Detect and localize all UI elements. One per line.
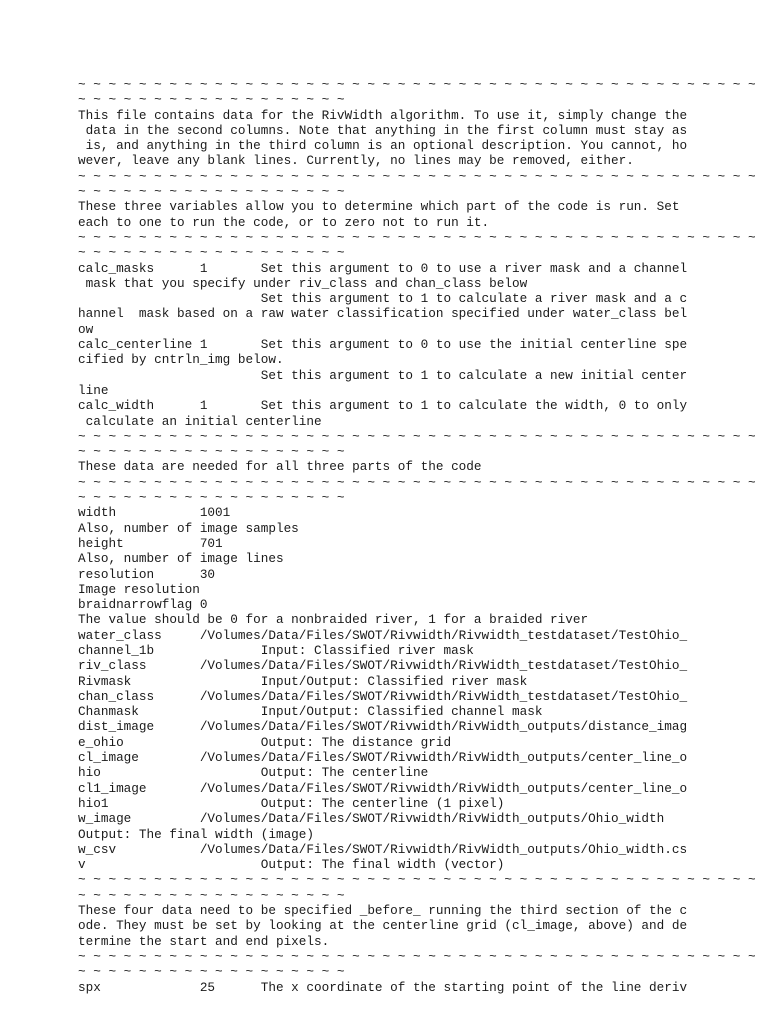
separator-line: ~ ~ ~ ~ ~ ~ ~ ~ ~ ~ ~ ~ ~ ~ ~ ~ ~ ~ [78,887,345,903]
text-line: ode. They must be set by looking at the centerline grid (cl_image, above) and de [78,918,688,934]
text-line: height 701 [78,535,223,551]
separator-line: ~ ~ ~ ~ ~ ~ ~ ~ ~ ~ ~ ~ ~ ~ ~ ~ ~ ~ [78,490,345,506]
text-line: Image resolution [78,581,200,597]
text-line: data in the second columns. Note that anything in the first column must stay as [78,122,688,138]
text-line: Rivmask Input/Output: Classified river mask [78,673,528,689]
text-line: Also, number of image samples [78,520,299,536]
text-line: cified by cntrln_img below. [78,352,284,368]
text-line: riv_class /Volumes/Data/Files/SWOT/Rivwidth/RivWidth_testdataset/TestOhio_ [78,658,688,674]
text-line: w_image /Volumes/Data/Files/SWOT/Rivwidth/RivWidth_outputs/Ohio_width [78,811,665,827]
text-line: These four data need to be specified _before_ running the third section of the c [78,903,688,919]
text-line: calc_centerline 1 Set this argument to 0 to use the initial centerline spe [78,337,688,353]
text-line: cl1_image /Volumes/Data/Files/SWOT/Rivwidth/RivWidth_outputs/center_line_o [78,780,688,796]
text-line: resolution 30 [78,566,216,582]
text-line: calculate an initial centerline [78,413,322,429]
separator-line: ~ ~ ~ ~ ~ ~ ~ ~ ~ ~ ~ ~ ~ ~ ~ ~ ~ ~ ~ ~ ~ ~ ~ ~ ~ ~ ~ ~ ~ ~ ~ ~ ~ ~ ~ ~ ~ ~ ~ ~ ~ ~ ~ ~ ~ [78,428,756,444]
text-line: This file contains data for the RivWidth algorithm. To use it, simply change the [78,107,688,123]
text-line: water_class /Volumes/Data/Files/SWOT/Rivwidth/Rivwidth_testdataset/TestOhio_ [78,627,688,643]
separator-line: ~ ~ ~ ~ ~ ~ ~ ~ ~ ~ ~ ~ ~ ~ ~ ~ ~ ~ ~ ~ ~ ~ ~ ~ ~ ~ ~ ~ ~ ~ ~ ~ ~ ~ ~ ~ ~ ~ ~ ~ ~ ~ ~ ~ ~ [78,474,756,490]
text-line: calc_width 1 Set this argument to 1 to calculate the width, 0 to only [78,398,688,414]
text-line: hio Output: The centerline [78,765,429,781]
text-line: wever, leave any blank lines. Currently, no lines may be removed, either. [78,153,634,169]
separator-line: ~ ~ ~ ~ ~ ~ ~ ~ ~ ~ ~ ~ ~ ~ ~ ~ ~ ~ [78,245,345,261]
document-body [78,77,758,995]
text-line: line [78,382,109,398]
separator-line: ~ ~ ~ ~ ~ ~ ~ ~ ~ ~ ~ ~ ~ ~ ~ ~ ~ ~ ~ ~ ~ ~ ~ ~ ~ ~ ~ ~ ~ ~ ~ ~ ~ ~ ~ ~ ~ ~ ~ ~ ~ ~ ~ ~ ~ [78,872,756,888]
text-line: termine the start and end pixels. [78,933,330,949]
text-line: Chanmask Input/Output: Classified channel mask [78,704,543,720]
text-line: hio1 Output: The centerline (1 pixel) [78,795,505,811]
separator-line: ~ ~ ~ ~ ~ ~ ~ ~ ~ ~ ~ ~ ~ ~ ~ ~ ~ ~ [78,444,345,460]
text-line: chan_class /Volumes/Data/Files/SWOT/Rivwidth/RivWidth_testdataset/TestOhio_ [78,688,688,704]
text-line: hannel mask based on a raw water classification specified under water_class bel [78,306,688,322]
separator-line: ~ ~ ~ ~ ~ ~ ~ ~ ~ ~ ~ ~ ~ ~ ~ ~ ~ ~ ~ ~ ~ ~ ~ ~ ~ ~ ~ ~ ~ ~ ~ ~ ~ ~ ~ ~ ~ ~ ~ ~ ~ ~ ~ ~ ~ [78,168,756,184]
text-line: These three variables allow you to determine which part of the code is run. Set [78,199,680,215]
separator-line: ~ ~ ~ ~ ~ ~ ~ ~ ~ ~ ~ ~ ~ ~ ~ ~ ~ ~ [78,92,345,108]
text-line: width 1001 [78,505,231,521]
text-line: v Output: The final width (vector) [78,857,505,873]
text-line: w_csv /Volumes/Data/Files/SWOT/Rivwidth/RivWidth_outputs/Ohio_width.cs [78,841,688,857]
separator-line: ~ ~ ~ ~ ~ ~ ~ ~ ~ ~ ~ ~ ~ ~ ~ ~ ~ ~ ~ ~ ~ ~ ~ ~ ~ ~ ~ ~ ~ ~ ~ ~ ~ ~ ~ ~ ~ ~ ~ ~ ~ ~ ~ ~ ~ [78,77,756,92]
text-line: each to one to run the code, or to zero not to run it. [78,214,490,230]
text-line: The value should be 0 for a nonbraided river, 1 for a braided river [78,612,589,628]
text-line: spx 25 The x coordinate of the starting point of the line deriv [78,979,688,995]
text-line: braidnarrowflag 0 [78,597,208,613]
text-line: e_ohio Output: The distance grid [78,734,452,750]
text-line: Output: The final width (image) [78,826,315,842]
text-line: is, and anything in the third column is an optional description. You cannot, ho [78,138,688,154]
text-line: dist_image /Volumes/Data/Files/SWOT/Rivwidth/RivWidth_outputs/distance_imag [78,719,688,735]
text-line: channel_1b Input: Classified river mask [78,642,474,658]
text-line: cl_image /Volumes/Data/Files/SWOT/Rivwidth/RivWidth_outputs/center_line_o [78,750,688,766]
text-line: mask that you specify under riv_class and chan_class below [78,275,528,291]
separator-line: ~ ~ ~ ~ ~ ~ ~ ~ ~ ~ ~ ~ ~ ~ ~ ~ ~ ~ [78,964,345,980]
separator-line: ~ ~ ~ ~ ~ ~ ~ ~ ~ ~ ~ ~ ~ ~ ~ ~ ~ ~ ~ ~ ~ ~ ~ ~ ~ ~ ~ ~ ~ ~ ~ ~ ~ ~ ~ ~ ~ ~ ~ ~ ~ ~ ~ ~ ~ [78,948,756,964]
text-line: Set this argument to 1 to calculate a new initial center [78,367,688,383]
text-line: ow [78,321,94,337]
text-line: These data are needed for all three parts of the code [78,459,482,475]
separator-line: ~ ~ ~ ~ ~ ~ ~ ~ ~ ~ ~ ~ ~ ~ ~ ~ ~ ~ [78,184,345,200]
text-line: Set this argument to 1 to calculate a river mask and a c [78,291,688,307]
text-line: Also, number of image lines [78,551,284,567]
separator-line: ~ ~ ~ ~ ~ ~ ~ ~ ~ ~ ~ ~ ~ ~ ~ ~ ~ ~ ~ ~ ~ ~ ~ ~ ~ ~ ~ ~ ~ ~ ~ ~ ~ ~ ~ ~ ~ ~ ~ ~ ~ ~ ~ ~ ~ [78,229,756,245]
text-line: calc_masks 1 Set this argument to 0 to use a river mask and a channel [78,260,688,276]
